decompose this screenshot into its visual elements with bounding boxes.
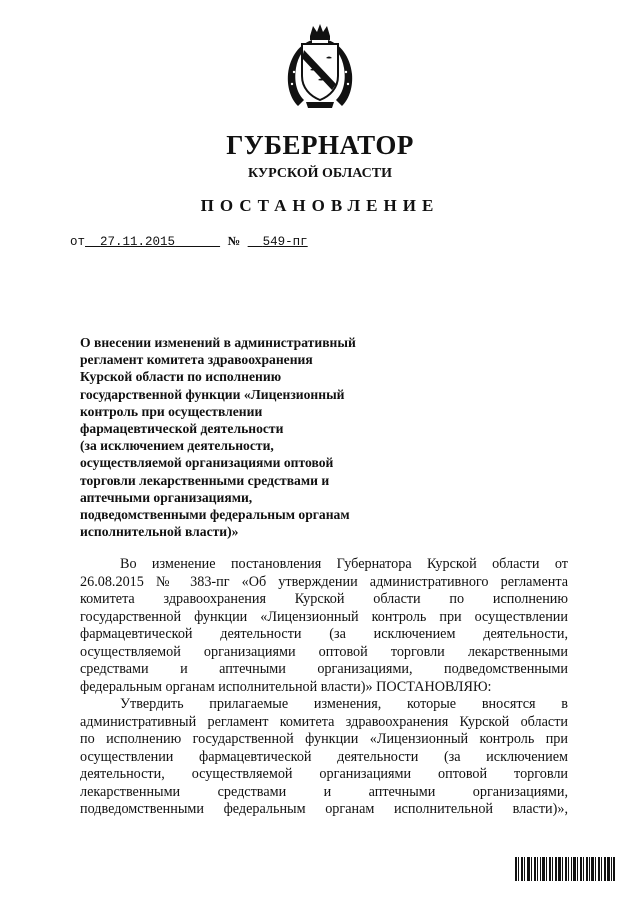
title-line: Курской области по исполнению	[80, 369, 282, 385]
coat-of-arms-icon	[282, 22, 358, 110]
body-line: Утвердить прилагаемые изменения, которые вносятся в	[120, 696, 568, 712]
title-line: исполнительной власти)»	[80, 524, 239, 540]
body-line: средствами и аптечными организациями, подведомственными	[80, 661, 568, 677]
title-line: торговли лекарственными средствами и	[80, 472, 330, 488]
body-line: осуществляемой организациями оптовой торговли лекарственными	[80, 643, 568, 660]
title-line: фармацевтической деятельности	[80, 421, 284, 437]
document-type: ПОСТАНОВЛЕНИЕ	[200, 196, 440, 215]
body-line: лекарственными средствами и аптечными организациями,	[80, 783, 568, 800]
body-line: Во изменение постановления Губернатора Курской области от	[120, 556, 568, 572]
document-date: 27.11.2015	[100, 235, 176, 249]
date-from-label: от	[70, 235, 86, 249]
title-line: (за исключением деятельности,	[80, 438, 274, 454]
body-line: подведомственными федеральным органам исполнительной власти)»,	[80, 801, 568, 817]
number-label: №	[227, 234, 241, 248]
title-line: аптечными организациями,	[80, 489, 253, 505]
title-line: регламент комитета здравоохранения	[80, 352, 313, 368]
title-line: контроль при осуществлении	[80, 403, 263, 419]
body-line: государственной функции «Лицензионный контроль при осуществлении	[80, 608, 568, 625]
document-title	[80, 334, 400, 540]
title-line: О внесении изменений в административный	[80, 335, 356, 350]
title-line: государственной функции «Лицензионный	[80, 386, 345, 402]
body-line: осуществлении фармацевтической деятельности (за исключением	[80, 748, 568, 765]
body-line: деятельности, осуществляемой организациями оптовой торговли	[80, 766, 568, 782]
date-number-line	[70, 234, 308, 249]
body-line: федеральным органам исполнительной власти)» ПОСТАНОВЛЯЮ:	[80, 678, 492, 695]
body-line: фармацевтической деятельности (за исключением деятельности,	[80, 626, 568, 642]
body-line: по исполнению государственной функции «Лицензионный контроль при	[80, 731, 568, 747]
body-line: комитета здравоохранения Курской области по исполнению	[80, 591, 568, 607]
barcode-icon	[515, 857, 615, 881]
body-line: 26.08.2015 № 383-пг «Об утверждении административного регламента	[80, 573, 568, 590]
title-line: осуществляемой организациями оптовой	[80, 455, 334, 471]
body-line: административный регламент комитета здравоохранения Курской области	[80, 713, 568, 730]
region-name: КУРСКОЙ ОБЛАСТИ	[247, 166, 393, 181]
document-number: 549-пг	[262, 235, 308, 249]
document-body	[80, 556, 568, 819]
title-line: подведомственными федеральным органам	[80, 507, 350, 523]
authority-title: ГУБЕРНАТОР	[226, 130, 414, 160]
